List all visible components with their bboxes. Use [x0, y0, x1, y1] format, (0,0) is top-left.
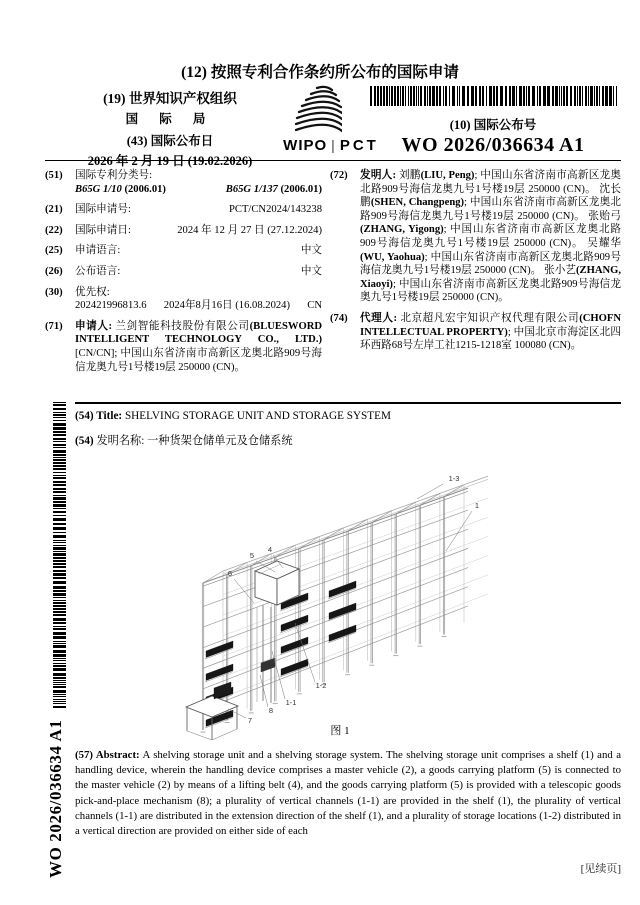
svg-text:1-1: 1-1 — [285, 698, 297, 707]
wipo-text: WIPO — [283, 137, 328, 154]
ipc-class-2: B65G 1/137 (2006.01) — [225, 183, 322, 195]
svg-text:1-2: 1-2 — [315, 681, 327, 690]
svg-text:7: 7 — [247, 716, 253, 725]
header-divider — [45, 160, 621, 161]
figure-caption: 图 1 — [330, 725, 350, 737]
abstract-text: A shelving storage unit and a shelving storage system. The shelving storage unit comprises a shelf (1) and a handling device, wherein the handling device comprises a master vehicle (2), a goods carrying platform (5) is connected to the master vehicle (2) by means of a lifting belt (4), and the goods carrying platform (5) is provided with a telescopic goods pick-and-place mechanism (8); a plurality of vertical channels (1-1) are provided in the shelf (1), the plurality of vertical channels (1-1) are distributed in the extension direction of the shelf (1), and a plurality of storage locations (1-2) distributed in a vertical direction are provided on either side of each — [75, 749, 622, 838]
filing-date-value: 2024 年 12 月 27 日 (27.12.2024) — [177, 224, 322, 236]
title-english-line: (54) Title: SHELVING STORAGE UNIT AND STORAGE SYSTEM — [75, 410, 391, 422]
priority-date: 2024年8月16日 (16.08.2024) — [163, 300, 291, 312]
shelving-rack-illustration — [178, 455, 498, 740]
title-chinese-line: (54) 发明名称: 一种货架仓储单元及仓储系统 — [75, 435, 293, 447]
side-barcode — [53, 402, 66, 710]
field-applicant: (71) 申请人: 兰剑智能科技股份有限公司(BLUESWORD INTELLIGENT TECHNOLOGY CO., LTD.) [CN/CN]; 中国山东省济南市高新区龙奥北路909号海信龙奥九号1号楼19层 250000 (CN)。 — [45, 320, 322, 373]
svg-text:1: 1 — [474, 501, 480, 510]
title-chinese-value: 一种货架仓储单元及仓储系统 — [147, 435, 293, 447]
field-ipc: (51) 国际专利分类号: B65G 1/10 (2006.01) B65G 1/137 (2006.01) — [45, 170, 322, 195]
ipc-label: 国际专利分类号: — [75, 170, 153, 181]
title-english-value: SHELVING STORAGE UNIT AND STORAGE SYSTEM — [124, 410, 391, 422]
applicant-text: 申请人: 兰剑智能科技股份有限公司(BLUESWORD INTELLIGENT TECHNOLOGY CO., LTD.) [CN/CN]; 中国山东省济南市高新区龙奥北路909号海信龙奥九号1号楼19层 250000 (CN)。 — [75, 320, 322, 373]
agent-text: 代理人: 北京超凡宏宇知识产权代理有限公司(CHOFN INTELLECTUAL PROPERTY); 中国北京市海淀区北四环西路68号左岸工社1215-1218室 100080 (CN)。 — [360, 312, 622, 352]
field-agent: (74) 代理人: 北京超凡宏宇知识产权代理有限公司(CHOFN INTELLECTUAL PROPERTY); 中国北京市海淀区北四环西路68号左岸工社1215-1218室 100080 (CN)。 — [330, 312, 622, 352]
sidebar-publication-number: WO 2026/036634 A1 — [46, 719, 65, 878]
pub-number-label-line: (10) 国际公布号 — [449, 118, 537, 132]
biblio-left-column — [45, 169, 322, 381]
field-publication-language: (26) 公布语言: 中文 — [45, 265, 322, 277]
field-application-number: (21) 国际申请号: PCT/CN2024/143238 — [45, 204, 322, 216]
top-barcode — [370, 86, 620, 106]
publication-language-value: 中文 — [300, 265, 322, 277]
publication-type-line: (12) 按照专利合作条约所公布的国际申请 — [181, 64, 459, 81]
pub-date-label-line: (43) 国际公布日 — [126, 134, 214, 148]
priority-label: 优先权: — [75, 286, 110, 298]
field-priority: (30) 优先权: 202421996813.6 2024年8月16日 (16.08.2024) CN — [45, 286, 322, 312]
pub-date-value: 2026 年 2 月 19 日 (19.02.2026) — [87, 154, 253, 168]
filing-language-value: 中文 — [300, 245, 322, 257]
svg-text:6: 6 — [227, 569, 233, 578]
abstract-paragraph: (57) Abstract: A shelving storage unit and a shelving storage system. The shelving storage unit comprises a shelf (1) and a handling device, wherein the handling device comprises a master vehicle (2), a goods carrying platform (5) is connected to the master vehicle (2) by means of a lifting belt (4), and the goods carrying platform (5) is provided with a telescopic goods pick-and-place mechanism (8); a plurality of vertical channels (1-1) are provided in the shelf (1), the plurality of vertical channels (1-1) are distributed in the extension direction of the shelf (1), and a plurality of storage locations (1-2) distributed in a vertical direction are provided on either side of each — [75, 749, 622, 838]
title-section-divider — [75, 402, 621, 404]
figure-1-drawing — [178, 455, 498, 740]
priority-number: 202421996813.6 — [75, 300, 147, 312]
org-bureau-line: 国 际 局 — [125, 112, 215, 126]
application-number-value: PCT/CN2024/143238 — [228, 204, 322, 216]
svg-text:8: 8 — [268, 706, 274, 715]
svg-text:5: 5 — [249, 551, 255, 560]
org-name-line: (19) 世界知识产权组织 — [103, 91, 237, 106]
svg-text:4: 4 — [267, 545, 273, 554]
ipc-class-1: B65G 1/10 (2006.01) — [75, 183, 166, 195]
pct-text: PCT — [339, 137, 379, 154]
pub-number-value: WO 2026/036634 A1 — [401, 134, 585, 156]
wordmark-separator: | — [331, 137, 336, 153]
wipo-logo-icon — [286, 84, 342, 136]
publication-number-block — [366, 115, 620, 157]
continued-note: [见续页] — [580, 863, 621, 875]
international-bureau-block — [70, 87, 270, 169]
field-inventors: (72) 发明人: 刘鹏(LIU, Peng); 中国山东省济南市高新区龙奥北路909号海信龙奥九号1号楼19层 250000 (CN)。 沈长鹏(SHEN, Changpeng); 中国山东省济南市高新区龙奥北路909号海信龙奥九号1号楼19层 250000 (CN)。 张贻弓(ZHANG, Yigong); 中国山东省济南市高新区龙奥北路909号海信龙奥九号1号楼19层 250000 (CN)。 吴耀华(WU, Yaohua); 中国山东省济南市高新区龙奥北路909号海信龙奥九号1号楼19层 250000 (CN)。 张小艺(ZHANG, Xiaoyi); 中国山东省济南市高新区龙奥北路909号海信龙奥九号1号楼19层 250000 (CN)。 — [330, 170, 622, 304]
biblio-right-column — [330, 169, 621, 360]
priority-country: CN — [307, 300, 322, 312]
svg-text:1-3: 1-3 — [448, 474, 460, 483]
field-filing-language: (25) 申请语言: 中文 — [45, 245, 322, 257]
field-filing-date: (22) 国际申请日: 2024 年 12 月 27 日 (27.12.2024) — [45, 224, 322, 236]
inventors-text: 发明人: 刘鹏(LIU, Peng); 中国山东省济南市高新区龙奥北路909号海信龙奥九号1号楼19层 250000 (CN)。 沈长鹏(SHEN, Changpeng); 中国山东省济南市高新区龙奥北路909号海信龙奥九号1号楼19层 250000 (CN)。 张贻弓(ZHANG, Yigong); 中国山东省济南市高新区龙奥北路909号海信龙奥九号1号楼19层 250000 (CN)。 吴耀华(WU, Yaohua); 中国山东省济南市高新区龙奥北路909号海信龙奥九号1号楼19层 250000 (CN)。 张小艺(ZHANG, Xiaoyi); 中国山东省济南市高新区龙奥北路909号海信龙奥九号1号楼19层 250000 (CN)。 — [360, 170, 622, 304]
